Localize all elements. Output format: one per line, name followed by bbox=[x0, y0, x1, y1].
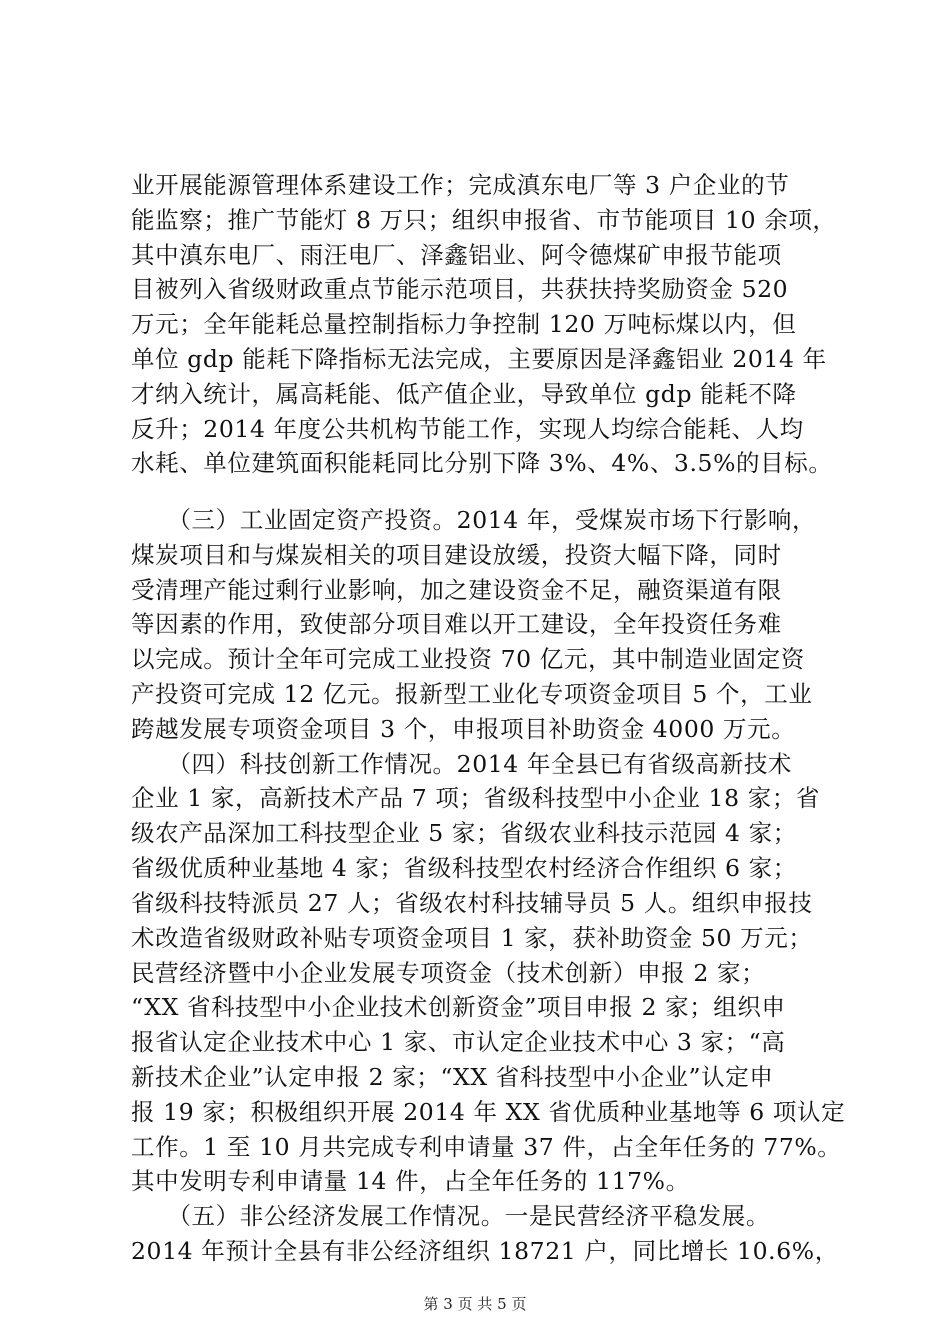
section-heading-line: （五）非公经济发展工作情况。一是民营经济平稳发展。 bbox=[131, 1202, 770, 1230]
text-line: 新技术企业”认定申报 2 家；“XX 省科技型中小企业”认定申 bbox=[131, 1063, 774, 1091]
text-line: 跨越发展专项资金项目 3 个，申报项目补助资金 4000 万元。 bbox=[131, 715, 796, 743]
text-line: 工作。1 至 10 月共完成专利申请量 37 件，占全年任务的 77%。 bbox=[131, 1133, 842, 1161]
text-line: 其中发明专利申请量 14 件，占全年任务的 117%。 bbox=[131, 1167, 690, 1195]
text-line: 业开展能源管理体系建设工作；完成滇东电厂等 3 户企业的节 bbox=[131, 171, 790, 199]
text-line: 级农产品深加工科技型企业 5 家；省级农业科技示范园 4 家； bbox=[131, 819, 797, 847]
text-line: 受清理产能过剩行业影响，加之建设资金不足，融资渠道有限 bbox=[131, 576, 782, 604]
text-line: 目被列入省级财政重点节能示范项目，共获扶持奖励资金 520 bbox=[131, 275, 789, 303]
text-line: 省级优质种业基地 4 家；省级科技型农村经济合作组织 6 家； bbox=[131, 854, 797, 882]
section-heading-line: （四）科技创新工作情况。2014 年全县已有省级高新技术 bbox=[131, 750, 793, 778]
section-heading-line: （三）工业固定资产投资。2014 年，受煤炭市场下行影响， bbox=[131, 506, 817, 534]
text-line: 2014 年预计全县有非公经济组织 18721 户，同比增长 10.6%， bbox=[131, 1237, 839, 1265]
text-line: 水耗、单位建筑面积能耗同比分别下降 3%、4%、3.5%的目标。 bbox=[131, 449, 833, 477]
text-line: 能监察；推广节能灯 8 万只；组织申报省、市节能项目 10 余项， bbox=[131, 206, 837, 234]
text-line: 术改造省级财政补贴专项资金项目 1 家，获补助资金 50 万元； bbox=[131, 924, 813, 952]
text-line: 才纳入统计，属高耗能、低产值企业，导致单位 gdp 能耗不降 bbox=[131, 380, 797, 408]
text-line: 煤炭项目和与煤炭相关的项目建设放缓，投资大幅下降，同时 bbox=[131, 541, 782, 569]
text-line: 其中滇东电厂、雨汪电厂、泽鑫铝业、阿令德煤矿申报节能项 bbox=[131, 241, 782, 269]
text-line: 反升；2014 年度公共机构节能工作，实现人均综合能耗、人均 bbox=[131, 415, 804, 443]
text-line: 以完成。预计全年可完成工业投资 70 亿元，其中制造业固定资 bbox=[131, 645, 805, 673]
page-number-footer: 第 3 页 共 5 页 bbox=[423, 1295, 527, 1313]
text-line: 万元；全年能耗总量控制指标力争控制 120 万吨标煤以内，但 bbox=[131, 310, 797, 338]
text-line: 报 19 家；积极组织开展 2014 年 XX 省优质种业基地等 6 项认定 bbox=[131, 1098, 846, 1126]
text-line: 省级科技特派员 27 人；省级农村科技辅导员 5 人。组织申报技 bbox=[131, 889, 813, 917]
text-line: 产投资可完成 12 亿元。报新型工业化专项资金项目 5 个，工业 bbox=[131, 680, 813, 708]
text-line: 单位 gdp 能耗下降指标无法完成，主要原因是泽鑫铝业 2014 年 bbox=[131, 345, 827, 373]
text-line: “XX 省科技型中小企业技术创新资金”项目申报 2 家；组织申 bbox=[131, 993, 786, 1021]
text-line: 等因素的作用，致使部分项目难以开工建设，全年投资任务难 bbox=[131, 610, 782, 638]
text-line: 企业 1 家，高新技术产品 7 项；省级科技型中小企业 18 家；省 bbox=[131, 784, 821, 812]
text-line: 报省认定企业技术中心 1 家、市认定企业技术中心 3 家；“高 bbox=[131, 1028, 786, 1056]
text-line: 民营经济暨中小企业发展专项资金（技术创新）申报 2 家； bbox=[131, 959, 766, 987]
